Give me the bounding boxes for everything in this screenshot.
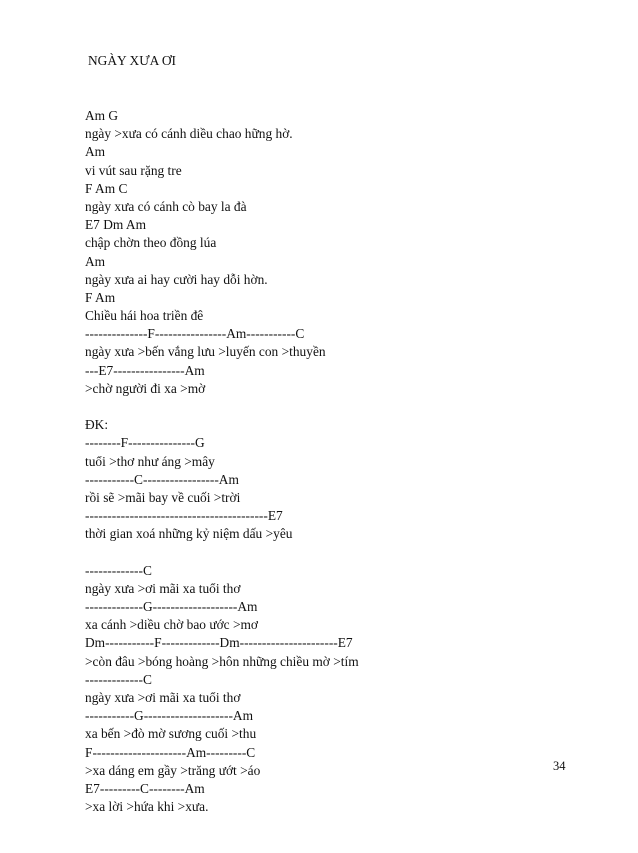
song-line: ngày xưa >ơi mãi xa tuổi thơ: [85, 690, 241, 705]
song-line: ngày >xưa có cánh diều chao hững hờ.: [85, 126, 293, 142]
song-line: ngày xưa >ơi mãi xa tuổi thơ: [85, 580, 241, 596]
song-title: NGÀY XƯA ƠI: [88, 53, 176, 69]
song-line: xa bến >đò mờ sương cuối >thu: [85, 726, 257, 742]
song-line: E7 Dm Am: [85, 217, 147, 233]
song-line: rồi sẽ >mãi bay về cuối >trời: [85, 489, 241, 505]
song-line: >còn đâu >bóng hoàng >hôn những chiều mờ >tím: [85, 653, 359, 669]
song-line: Am: [85, 144, 106, 160]
song-line: ngày xưa có cánh cò bay la đà: [85, 198, 247, 214]
song-lyrics-with-chords: [85, 16, 605, 853]
blank-line: [85, 398, 605, 416]
song-line: Dm-----------F-------------Dm----------------------E7: [85, 635, 353, 651]
song-line: F Am C: [85, 180, 128, 196]
song-line: ngày xưa >bến vắng lưu >luyến con >thuyền: [85, 344, 326, 360]
blank-line: [85, 544, 605, 562]
song-line: --------F---------------G: [85, 435, 205, 451]
song-line: >xa lời >hứa khi >xưa.: [85, 799, 209, 815]
song-line: >xa dáng em gầy >trăng ướt >áo: [85, 762, 261, 778]
song-line: -----------------------------------------E7: [85, 508, 283, 524]
song-line: E7---------C--------Am: [85, 780, 205, 796]
song-line: -------------G-------------------Am: [85, 599, 258, 615]
song-line: -----------G--------------------Am: [85, 708, 253, 724]
song-line: Am G: [85, 108, 119, 123]
song-line: ngày xưa ai hay cười hay dỗi hờn.: [85, 271, 268, 287]
song-line: -----------C-----------------Am: [85, 471, 239, 487]
song-line: tuổi >thơ như áng >mây: [85, 453, 215, 469]
song-line: F Am: [85, 289, 116, 305]
page-number: 34: [553, 759, 566, 773]
song-line: --------------F----------------Am-----------C: [85, 326, 305, 342]
song-line: >chờ người đi xa >mờ: [85, 380, 206, 396]
song-line: xa cánh >diều chờ bao ước >mơ: [85, 617, 258, 633]
song-line: chập chờn theo đồng lúa: [85, 235, 217, 251]
song-line: vi vút sau rặng tre: [85, 162, 182, 178]
song-line: ---E7----------------Am: [85, 362, 205, 378]
song-line: Am: [85, 253, 106, 269]
song-line: F---------------------Am---------C: [85, 744, 256, 760]
song-line: thời gian xoá những kỷ niệm dấu >yêu: [85, 526, 293, 542]
song-line: ĐK:: [85, 417, 109, 433]
song-line: Chiều hái hoa triền đê: [85, 308, 204, 324]
song-line: -------------C: [85, 562, 152, 578]
song-line: -------------C: [85, 671, 152, 687]
song-lines: [85, 107, 605, 816]
